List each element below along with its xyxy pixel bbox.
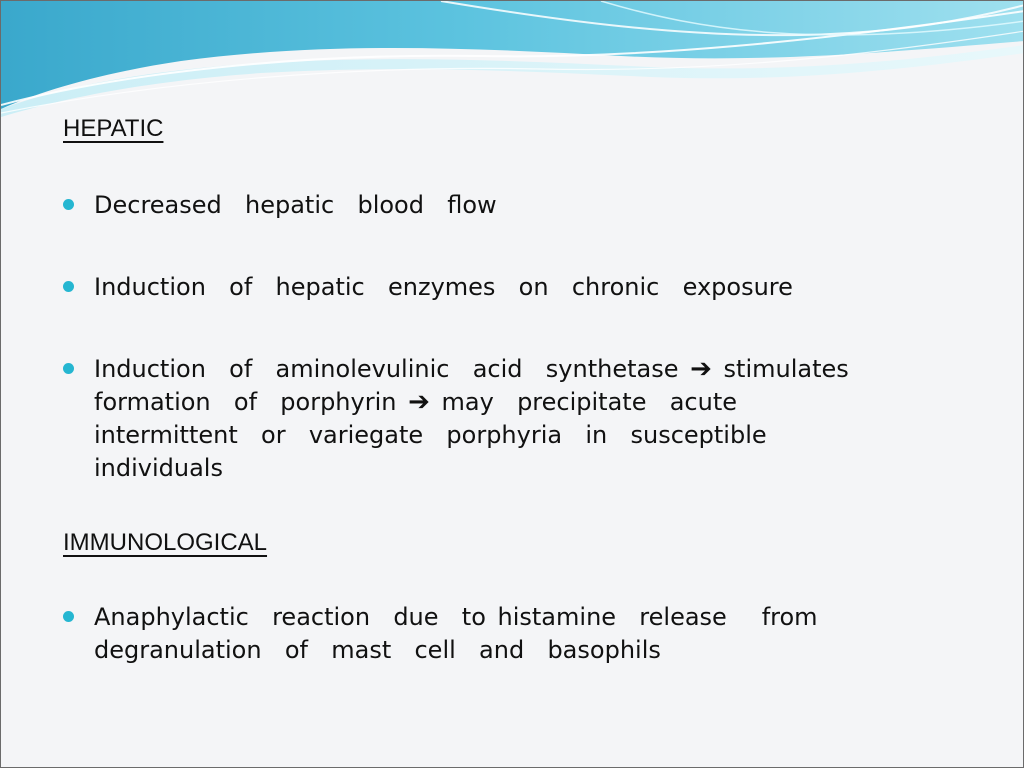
bullet-item	[63, 353, 943, 485]
bullet-text: Induction of hepatic enzymes on chronic exposure	[94, 273, 793, 301]
bullet-text: Anaphylactic reaction due to histamine release from degranulation of mast cell and basophils	[94, 603, 818, 664]
bullet-dot-icon	[63, 199, 74, 210]
bullet-item	[63, 271, 943, 304]
arrow-right-icon: ➔	[690, 354, 712, 384]
section-heading-immunological: IMMUNOLOGICAL	[63, 529, 268, 556]
bullet-item	[63, 189, 943, 222]
bullet-item	[63, 601, 943, 667]
bullet-text: Induction of aminolevulinic acid synthetase ➔ stimulates formation of porphyrin ➔ may precipitate acute intermittent or variegate porphyria in susceptible individuals	[94, 354, 849, 482]
section-heading-hepatic: HEPATIC	[63, 115, 164, 142]
bullet-dot-icon	[63, 281, 74, 292]
slide-content	[1, 1, 1024, 768]
bullet-dot-icon	[63, 363, 74, 374]
bullet-dot-icon	[63, 611, 74, 622]
bullet-text: Decreased hepatic blood flow	[94, 191, 497, 219]
arrow-right-icon: ➔	[408, 387, 430, 417]
